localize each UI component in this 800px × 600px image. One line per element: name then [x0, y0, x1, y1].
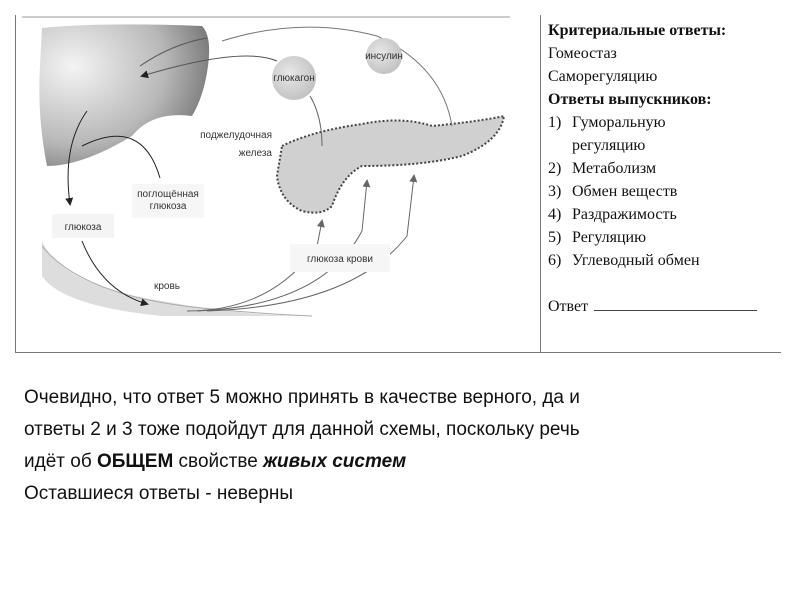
comment-line: идёт об ОБЩЕМ свойстве живых систем [24, 451, 407, 472]
answer-blank [594, 296, 757, 311]
label-insulin: инсулин [365, 51, 403, 62]
answer-item [548, 157, 757, 180]
answer-text: Метаболизм [572, 160, 657, 177]
criteria-item: Гомеостаз [548, 45, 617, 62]
glucose-regulation-diagram [22, 16, 518, 328]
answer-item [548, 226, 757, 249]
answer-num: 3) [548, 183, 562, 200]
answer-label: Ответ [548, 298, 589, 315]
comment-line: Оставшиеся ответы - неверны [24, 483, 294, 504]
answer-num: 4) [548, 206, 562, 223]
label-glucose: глюкоза [64, 222, 102, 233]
answer-text: Обмен веществ [572, 183, 678, 200]
table-divider [540, 15, 541, 353]
label-absorbed-2: глюкоза [149, 201, 187, 212]
answer-text: Углеводный обмен [572, 252, 700, 269]
answer-item [548, 180, 757, 203]
label-blood-glucose: глюкоза крови [306, 254, 374, 265]
label-blood: кровь [153, 281, 181, 292]
liver-shape [39, 24, 209, 166]
label-glucagon: глюкагон [273, 73, 315, 84]
comment-text [24, 382, 580, 510]
answer-num: 6) [548, 252, 562, 269]
answer-num: 2) [548, 160, 562, 177]
table-border-left [15, 15, 16, 353]
answer-text: Регуляцию [572, 229, 647, 246]
answer-line [548, 295, 757, 318]
criteria-heading: Критериальные ответы: [548, 22, 727, 39]
graduates-heading: Ответы выпускников: [548, 91, 712, 108]
pancreas-shape [277, 116, 504, 213]
table-border-bottom [15, 352, 781, 353]
answer-item [548, 111, 757, 157]
label-pancreas-1: поджелудочная [200, 130, 272, 141]
answer-item [548, 249, 757, 272]
label-pancreas-2: железа [238, 148, 272, 159]
comment-line: ответы 2 и 3 тоже подойдут для данной схемы, поскольку речь [24, 419, 580, 440]
emphasis-common: ОБЩЕМ [96, 451, 174, 472]
answer-text: Гуморальную регуляцию [572, 114, 666, 154]
answers-panel [548, 19, 757, 318]
emphasis-living-systems: живых систем [263, 451, 407, 472]
answer-num: 1) [548, 114, 562, 131]
comment-line: Очевидно, что ответ 5 можно принять в качестве верного, да и [24, 387, 580, 408]
label-absorbed-1: поглощённая [137, 189, 199, 200]
answer-item [548, 203, 757, 226]
answer-num: 5) [548, 229, 562, 246]
answer-text: Раздражимость [572, 206, 677, 223]
criteria-item: Саморегуляцию [548, 68, 658, 85]
